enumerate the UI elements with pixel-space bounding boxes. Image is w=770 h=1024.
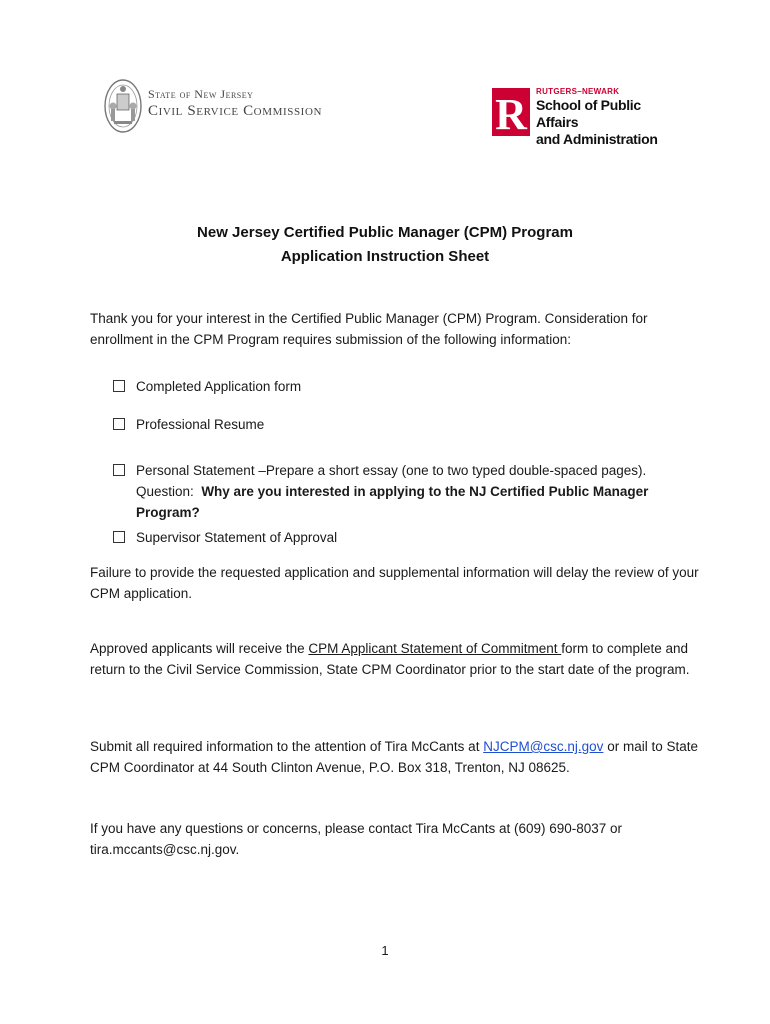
rutgers-r-letter: R	[495, 90, 527, 136]
checklist-item-application	[113, 376, 713, 397]
rutgers-r-icon	[492, 88, 530, 136]
intro-paragraph: Thank you for your interest in the Certified Public Manager (CPM) Program. Consideration for enrollment in the CPM Program requires submission of the following information:	[90, 311, 648, 347]
csc-logo-line2: Civil Service Commission	[148, 103, 323, 119]
checkbox-icon	[113, 531, 125, 543]
checkbox-icon	[113, 464, 125, 476]
checklist-item-label: Personal Statement –Prepare a short essay (one to two typed double-spaced pages).	[136, 463, 647, 478]
rutgers-logo-line3: and Administration	[536, 131, 658, 147]
checklist-item-label: Supervisor Statement of Approval	[136, 530, 338, 545]
checklist-item-label: Completed Application form	[136, 379, 302, 394]
nj-state-seal-icon	[104, 78, 142, 134]
submit-text-after: or mail to State CPM Coordinator at 44 South Clinton Avenue, P.O. Box 318, Trenton, NJ 08625.	[90, 739, 698, 775]
checklist-item-personal-statement	[113, 460, 713, 523]
commitment-statement-link[interactable]: CPM Applicant Statement of Commitment	[308, 641, 562, 656]
submit-paragraph	[90, 736, 710, 778]
checklist-item-resume	[113, 414, 713, 435]
rutgers-logo-line1: RUTGERS–NEWARK	[536, 87, 620, 96]
document-title	[0, 221, 770, 269]
rutgers-logo	[492, 86, 662, 147]
checkbox-icon	[113, 418, 125, 430]
approved-text-after: form to complete and return to the Civil Service Commission, State CPM Coordinator prior to the start date of the program.	[90, 641, 690, 677]
page-number: 1	[381, 943, 389, 958]
csc-logo	[104, 78, 324, 136]
checklist-item-label: Professional Resume	[136, 417, 265, 432]
failure-note-paragraph: Failure to provide the requested application and supplemental information will delay the review of your CPM application.	[90, 565, 699, 601]
njcpm-email-link[interactable]: NJCPM@csc.nj.gov	[483, 739, 604, 754]
csc-logo-line1: State of New Jersey	[148, 87, 254, 101]
checkbox-icon	[113, 380, 125, 392]
question-text: Why are you interested in applying to the NJ Certified Public Manager Program?	[136, 484, 649, 520]
question-label: Question:	[136, 484, 194, 499]
title-line1: New Jersey Certified Public Manager (CPM) Program	[197, 224, 573, 241]
submit-text-before: Submit all required information to the attention of Tira McCants at	[90, 739, 484, 754]
contact-paragraph: If you have any questions or concerns, please contact Tira McCants at (609) 690-8037 or tira.mccants@csc.nj.gov.	[90, 821, 623, 857]
approved-text-before: Approved applicants will receive the	[90, 641, 309, 656]
rutgers-logo-line2: School of Public Affairs	[536, 97, 641, 130]
title-line2: Application Instruction Sheet	[280, 248, 490, 265]
essay-question	[113, 481, 713, 523]
approved-paragraph	[90, 638, 710, 680]
checklist-item-supervisor	[113, 527, 713, 548]
